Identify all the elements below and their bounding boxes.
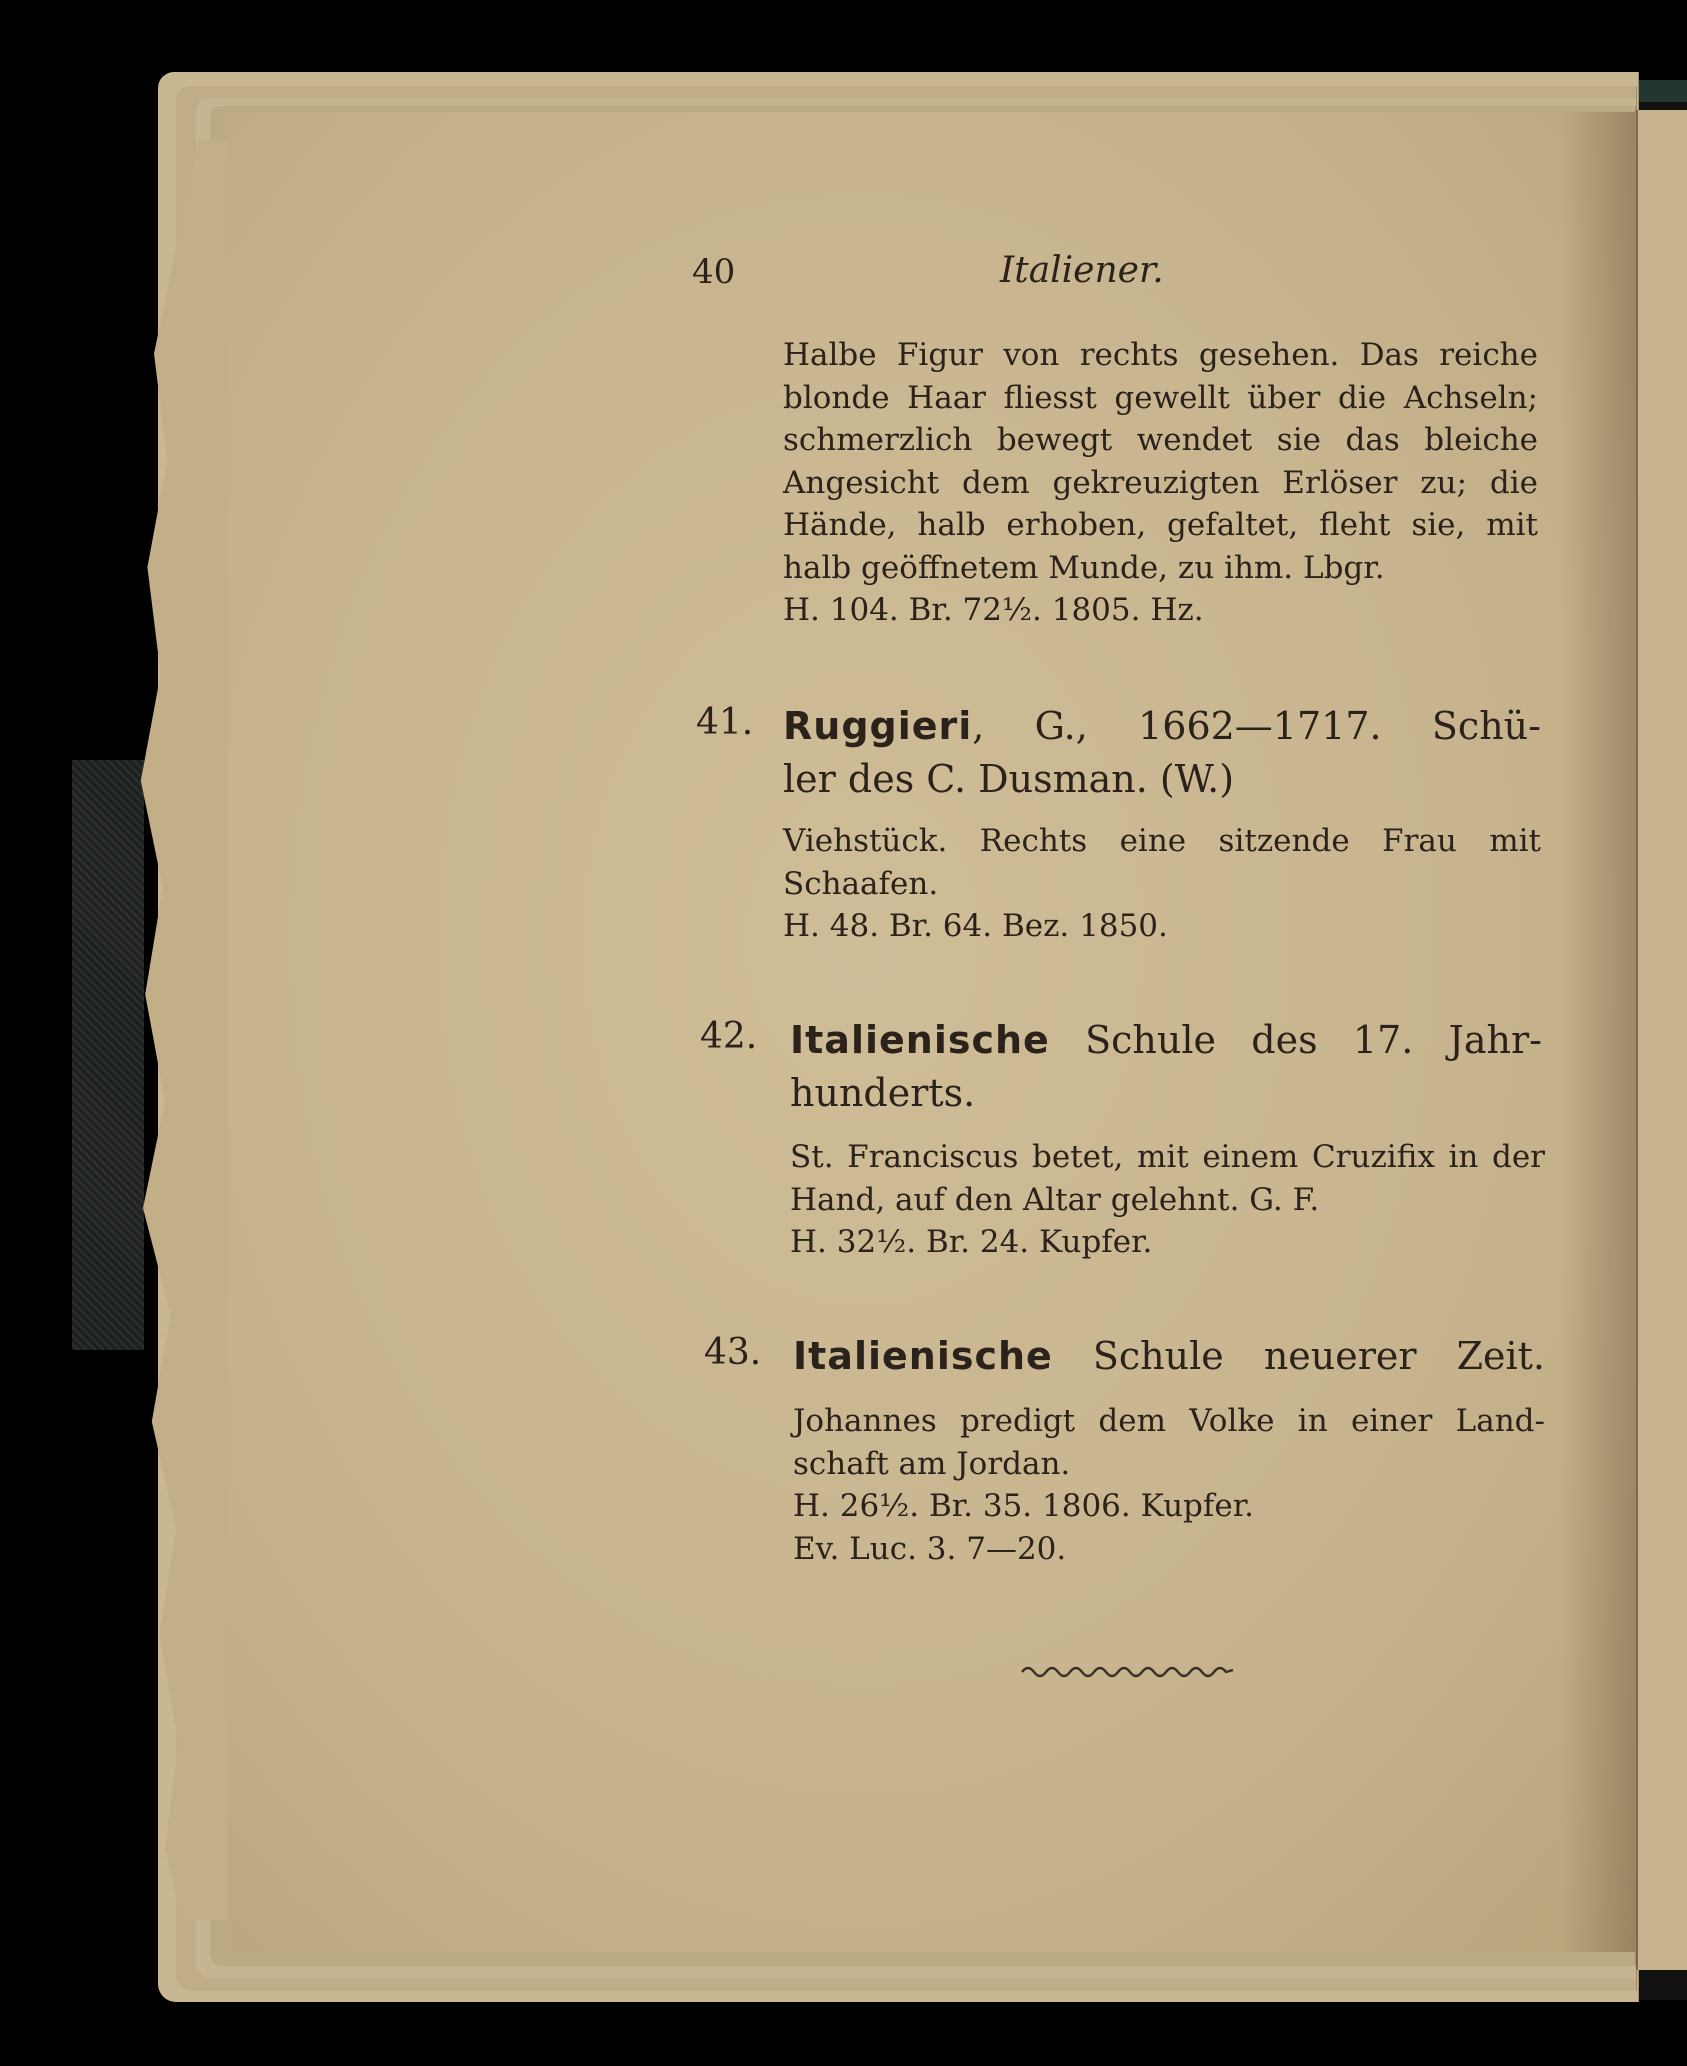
- entry-heading: [783, 700, 1541, 806]
- desc-line: halb geöffnetem Munde, zu ihm. Lbgr.: [783, 549, 1385, 586]
- entry-description: [793, 1400, 1545, 1570]
- artist-name: Ruggieri: [783, 704, 973, 748]
- entry-heading-rest: Schule des 17. Jahr-: [1049, 1018, 1542, 1062]
- entry-heading-line: [790, 1014, 1542, 1067]
- desc-line: H. 104. Br. 72½. 1805. Hz.: [783, 592, 1204, 628]
- entry-heading-line: ler des C. Dusman. (W.): [783, 757, 1235, 801]
- entry-number: 43.: [704, 1332, 762, 1373]
- desc-line: H. 26½. Br. 35. 1806. Kupfer.: [793, 1488, 1254, 1524]
- entry-heading-rest: , G., 1662—1717. Schü-: [972, 704, 1541, 748]
- desc-line: H. 32½. Br. 24. Kupfer.: [790, 1224, 1153, 1260]
- school-name: Italienische: [790, 1018, 1050, 1062]
- entry-description: [790, 1136, 1545, 1264]
- entry-number: 42.: [700, 1016, 758, 1057]
- desc-line: Hand, auf den Altar gelehnt. G. F.: [790, 1181, 1320, 1218]
- facing-page-sliver: [1636, 110, 1687, 1970]
- desc-line: schmerzlich bewegt wendet sie das bleiche: [783, 422, 1538, 458]
- page-gutter-shadow: [1560, 112, 1638, 1952]
- desc-line: schaft am Jordan.: [793, 1445, 1071, 1482]
- page-number: 40: [692, 252, 736, 292]
- desc-line: Halbe Figur von rechts gesehen. Das reiche: [783, 337, 1538, 373]
- end-ornament-swash: [1020, 1658, 1235, 1682]
- entry-heading: [793, 1330, 1545, 1383]
- entry-heading-rest: Schule neuerer Zeit.: [1052, 1334, 1545, 1378]
- desc-line: blonde Haar fliesst gewellt über die Achseln;: [783, 379, 1538, 416]
- entry-heading-line: hunderts.: [790, 1071, 976, 1115]
- book-spine: [72, 760, 144, 1350]
- entry-heading: [790, 1014, 1542, 1120]
- entry-description: [783, 820, 1541, 948]
- desc-line: Hände, halb erhoben, gefaltet, fleht sie, mit: [783, 507, 1538, 543]
- desc-line: Viehstück. Rechts eine sitzende Frau mit: [783, 823, 1541, 859]
- desc-line: Angesicht dem gekreuzigten Erlöser zu; die: [783, 464, 1538, 501]
- desc-line: H. 48. Br. 64. Bez. 1850.: [783, 908, 1168, 944]
- intro-description: [783, 334, 1538, 632]
- torn-page-margin: [132, 140, 242, 1920]
- desc-line: Schaafen.: [783, 865, 939, 902]
- running-title: Italiener.: [1000, 250, 1164, 291]
- school-name: Italienische: [793, 1334, 1053, 1378]
- entry-number: 41.: [696, 702, 754, 743]
- desc-line: Ev. Luc. 3. 7—20.: [793, 1530, 1067, 1567]
- entry-heading-line: [783, 700, 1541, 753]
- desc-line: St. Franciscus betet, mit einem Cruzifix in der: [790, 1139, 1545, 1175]
- desc-line: Johannes predigt dem Volke in einer Land-: [793, 1403, 1545, 1439]
- entry-heading-line: [793, 1330, 1545, 1383]
